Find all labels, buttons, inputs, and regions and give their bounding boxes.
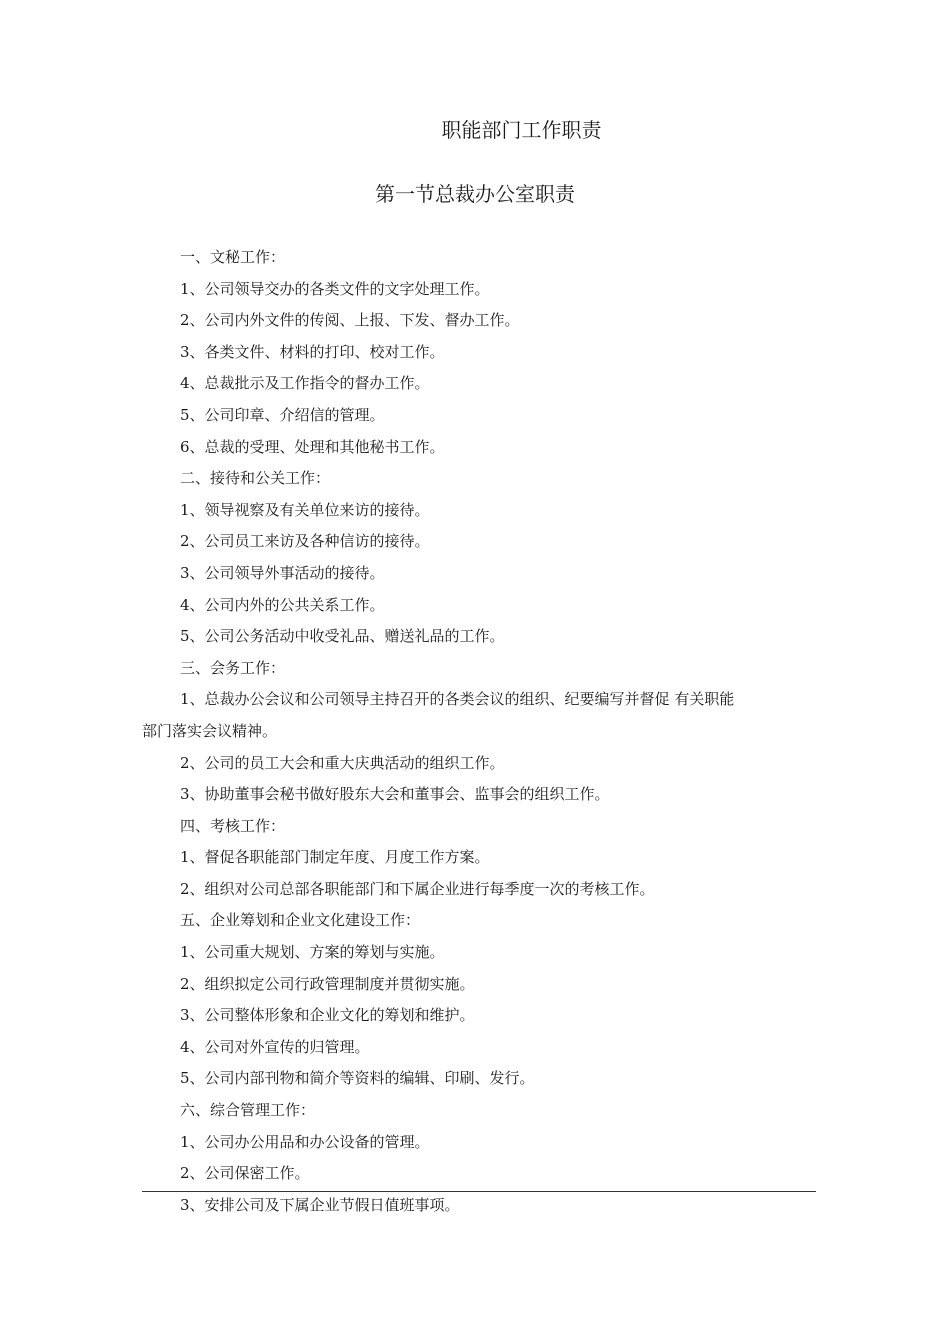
list-item: 1、公司重大规划、方案的筹划与实施。 (180, 943, 445, 962)
list-item: 4、公司内外的公共关系工作。 (180, 595, 385, 614)
list-item: 2、公司内外文件的传阅、上报、下发、督办工作。 (180, 311, 520, 330)
list-item: 3、安排公司及下属企业节假日值班事项。 (180, 1195, 460, 1214)
list-item: 4、公司对外宣传的归管理。 (180, 1037, 370, 1056)
list-item-continuation: 部门落实会议精神。 (142, 721, 278, 740)
list-item: 2、公司的员工大会和重大庆典活动的组织工作。 (180, 753, 505, 772)
list-item: 2、组织拟定公司行政管理制度并贯彻实施。 (180, 974, 475, 993)
list-item: 1、公司领导交办的各类文件的文字处理工作。 (180, 279, 490, 298)
list-item: 1、督促各职能部门制定年度、月度工作方案。 (180, 848, 490, 867)
section-heading: 六、综合管理工作： (180, 1101, 316, 1120)
list-item: 1、总裁办公会议和公司领导主持召开的各类会议的组织、纪要编写并督促 有关职能 (180, 690, 735, 709)
section-title: 第一节总裁办公室职责 (375, 182, 575, 206)
list-item: 1、领导视察及有关单位来访的接待。 (180, 500, 430, 519)
list-item: 3、协助董事会秘书做好股东大会和董事会、监事会的组织工作。 (180, 785, 610, 804)
section-heading: 四、考核工作： (180, 816, 286, 835)
footer-rule (142, 1191, 816, 1192)
list-item: 2、组织对公司总部各职能部门和下属企业进行每季度一次的考核工作。 (180, 879, 655, 898)
document-title: 职能部门工作职责 (441, 118, 602, 142)
section-heading: 一、文秘工作： (180, 248, 286, 266)
list-item: 3、公司领导外事活动的接待。 (180, 563, 385, 582)
section-heading: 五、企业筹划和企业文化建设工作： (180, 911, 421, 930)
list-item: 6、总裁的受理、处理和其他秘书工作。 (180, 437, 445, 456)
section-heading: 二、接待和公关工作： (180, 469, 331, 488)
document-body (142, 242, 816, 1221)
list-item: 5、公司内部刊物和简介等资料的编辑、印刷、发行。 (180, 1069, 535, 1088)
list-item: 5、公司印章、介绍信的管理。 (180, 405, 385, 424)
list-item: 1、公司办公用品和办公设备的管理。 (180, 1132, 430, 1151)
list-item: 3、各类文件、材料的打印、校对工作。 (180, 342, 445, 361)
list-item: 5、公司公务活动中收受礼品、赠送礼品的工作。 (180, 627, 505, 646)
list-item: 4、总裁批示及工作指令的督办工作。 (180, 374, 430, 393)
section-heading: 三、会务工作： (180, 658, 286, 677)
list-item: 2、公司保密工作。 (180, 1164, 310, 1183)
list-item: 2、公司员工来访及各种信访的接待。 (180, 532, 430, 551)
list-item: 3、公司整体形象和企业文化的筹划和维护。 (180, 1006, 475, 1025)
